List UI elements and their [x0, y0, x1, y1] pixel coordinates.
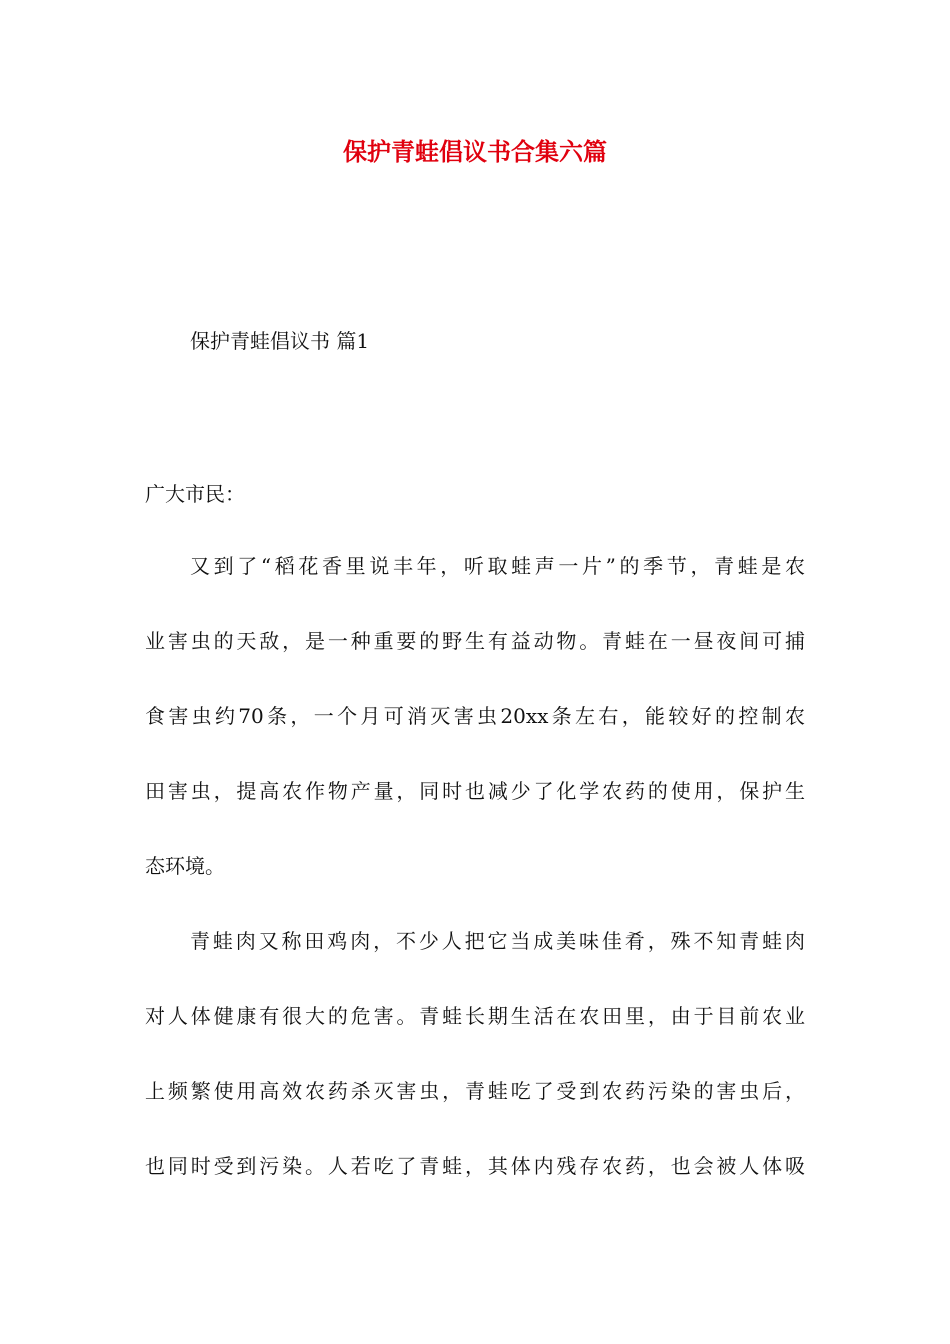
- document-title: 保护青蛙倡议书合集六篇: [343, 137, 607, 166]
- paragraph-line: 田害虫，提高农作物产量，同时也减少了化学农药的使用，保护生: [145, 779, 805, 803]
- section-heading: 保护青蛙倡议书 篇1: [190, 329, 370, 353]
- paragraph-line: 也同时受到污染。人若吃了青蛙，其体内残存农药，也会被人体吸: [145, 1154, 805, 1178]
- paragraph-line: 态环境。: [145, 854, 225, 878]
- salutation: 广大市民：: [145, 482, 245, 506]
- paragraph-1: [145, 552, 805, 927]
- paragraph-2: [145, 927, 805, 1227]
- paragraph-line: 上频繁使用高效农药杀灭害虫，青蛙吃了受到农药污染的害虫后，: [145, 1079, 805, 1103]
- paragraph-line: 业害虫的天敌，是一种重要的野生有益动物。青蛙在一昼夜间可捕: [145, 629, 805, 653]
- paragraph-line: 青蛙肉又称田鸡肉，不少人把它当成美味佳肴，殊不知青蛙肉: [190, 929, 805, 953]
- paragraph-line: 对人体健康有很大的危害。青蛙长期生活在农田里，由于目前农业: [145, 1004, 805, 1028]
- paragraph-line: 食害虫约70条，一个月可消灭害虫20xx条左右，能较好的控制农: [145, 704, 805, 728]
- paragraph-line: 又到了“稻花香里说丰年，听取蛙声一片”的季节，青蛙是农: [190, 554, 805, 578]
